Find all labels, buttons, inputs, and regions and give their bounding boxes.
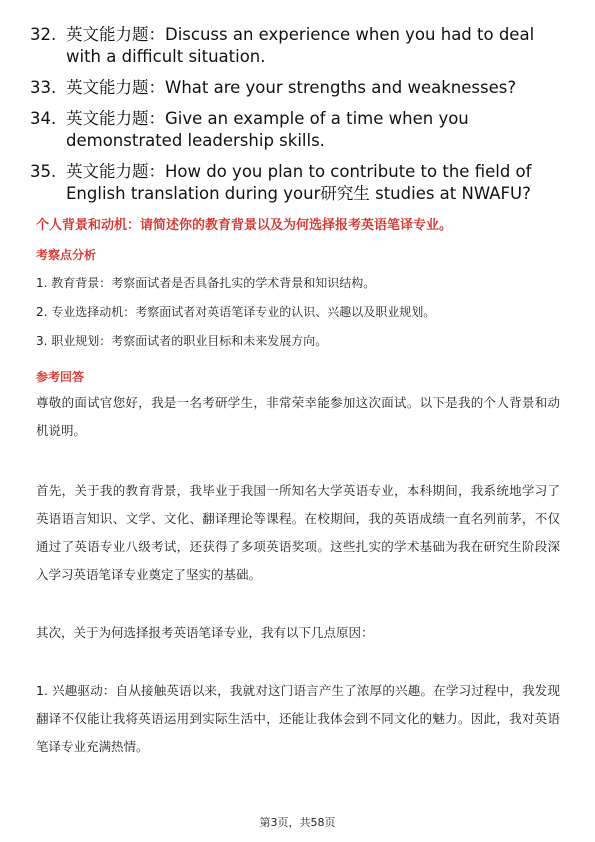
analysis-point: 1. 教育背景：考察面试者是否具备扎实的学术背景和知识结构。 xyxy=(36,276,376,290)
question-text: 英文能力题：Give an example of a time when you demonstrated leadership skills. xyxy=(66,109,469,150)
question-item xyxy=(30,161,570,205)
question-text: 英文能力题：Discuss an experience when you had to deal with a difficult situation. xyxy=(66,25,535,66)
answer-heading: 参考回答 xyxy=(36,370,85,384)
question-number: 35. xyxy=(30,162,57,181)
analysis-heading: 考察点分析 xyxy=(36,248,97,262)
answer-paragraph: 尊敬的面试官您好，我是一名考研学生，非常荣幸能参加这次面试。以下是我的个人背景和动机说明。 xyxy=(36,395,560,438)
question-number: 32. xyxy=(30,25,57,44)
answer-paragraph: 首先，关于我的教育背景，我毕业于我国一所知名大学英语专业，本科期间，我系统地学习了英语语言知识、文学、文化、翻译理论等课程。在校期间，我的英语成绩一直名列前茅，不仅通过了英语专业八级考试，还获得了多项英语奖项。这些扎实的学术基础为我在研究生阶段深入学习英语笔译专业奠定了坚实的基础。 xyxy=(36,483,560,582)
question-text: 英文能力题：What are your strengths and weaknesses? xyxy=(66,78,517,97)
question-number: 34. xyxy=(30,109,57,128)
question-text: 英文能力题：How do you plan to contribute to the field of English translation during your研究生 studies at NWAFU? xyxy=(66,162,532,203)
question-item xyxy=(30,108,570,152)
answer-paragraph: 其次，关于为何选择报考英语笔译专业，我有以下几点原因： xyxy=(36,625,374,640)
page-footer: 第3页，共58页 xyxy=(259,816,336,829)
answer-paragraph: 1. 兴趣驱动：自从接触英语以来，我就对这门语言产生了浓厚的兴趣。在学习过程中，我发现翻译不仅能让我将英语运用到实际生活中，还能让我体会到不同文化的魅力。因此，我对英语笔译专业充满热情。 xyxy=(36,683,560,754)
section-heading: 个人背景和动机：请简述你的教育背景以及为何选择报考英语笔译专业。 xyxy=(36,218,453,233)
question-item xyxy=(30,77,570,99)
question-list xyxy=(30,24,570,214)
question-number: 33. xyxy=(30,78,57,97)
analysis-point: 2. 专业选择动机：考察面试者对英语笔译专业的认识、兴趣以及职业规划。 xyxy=(36,305,436,319)
question-item xyxy=(30,24,570,68)
analysis-point: 3. 职业规划：考察面试者的职业目标和未来发展方向。 xyxy=(36,334,328,348)
